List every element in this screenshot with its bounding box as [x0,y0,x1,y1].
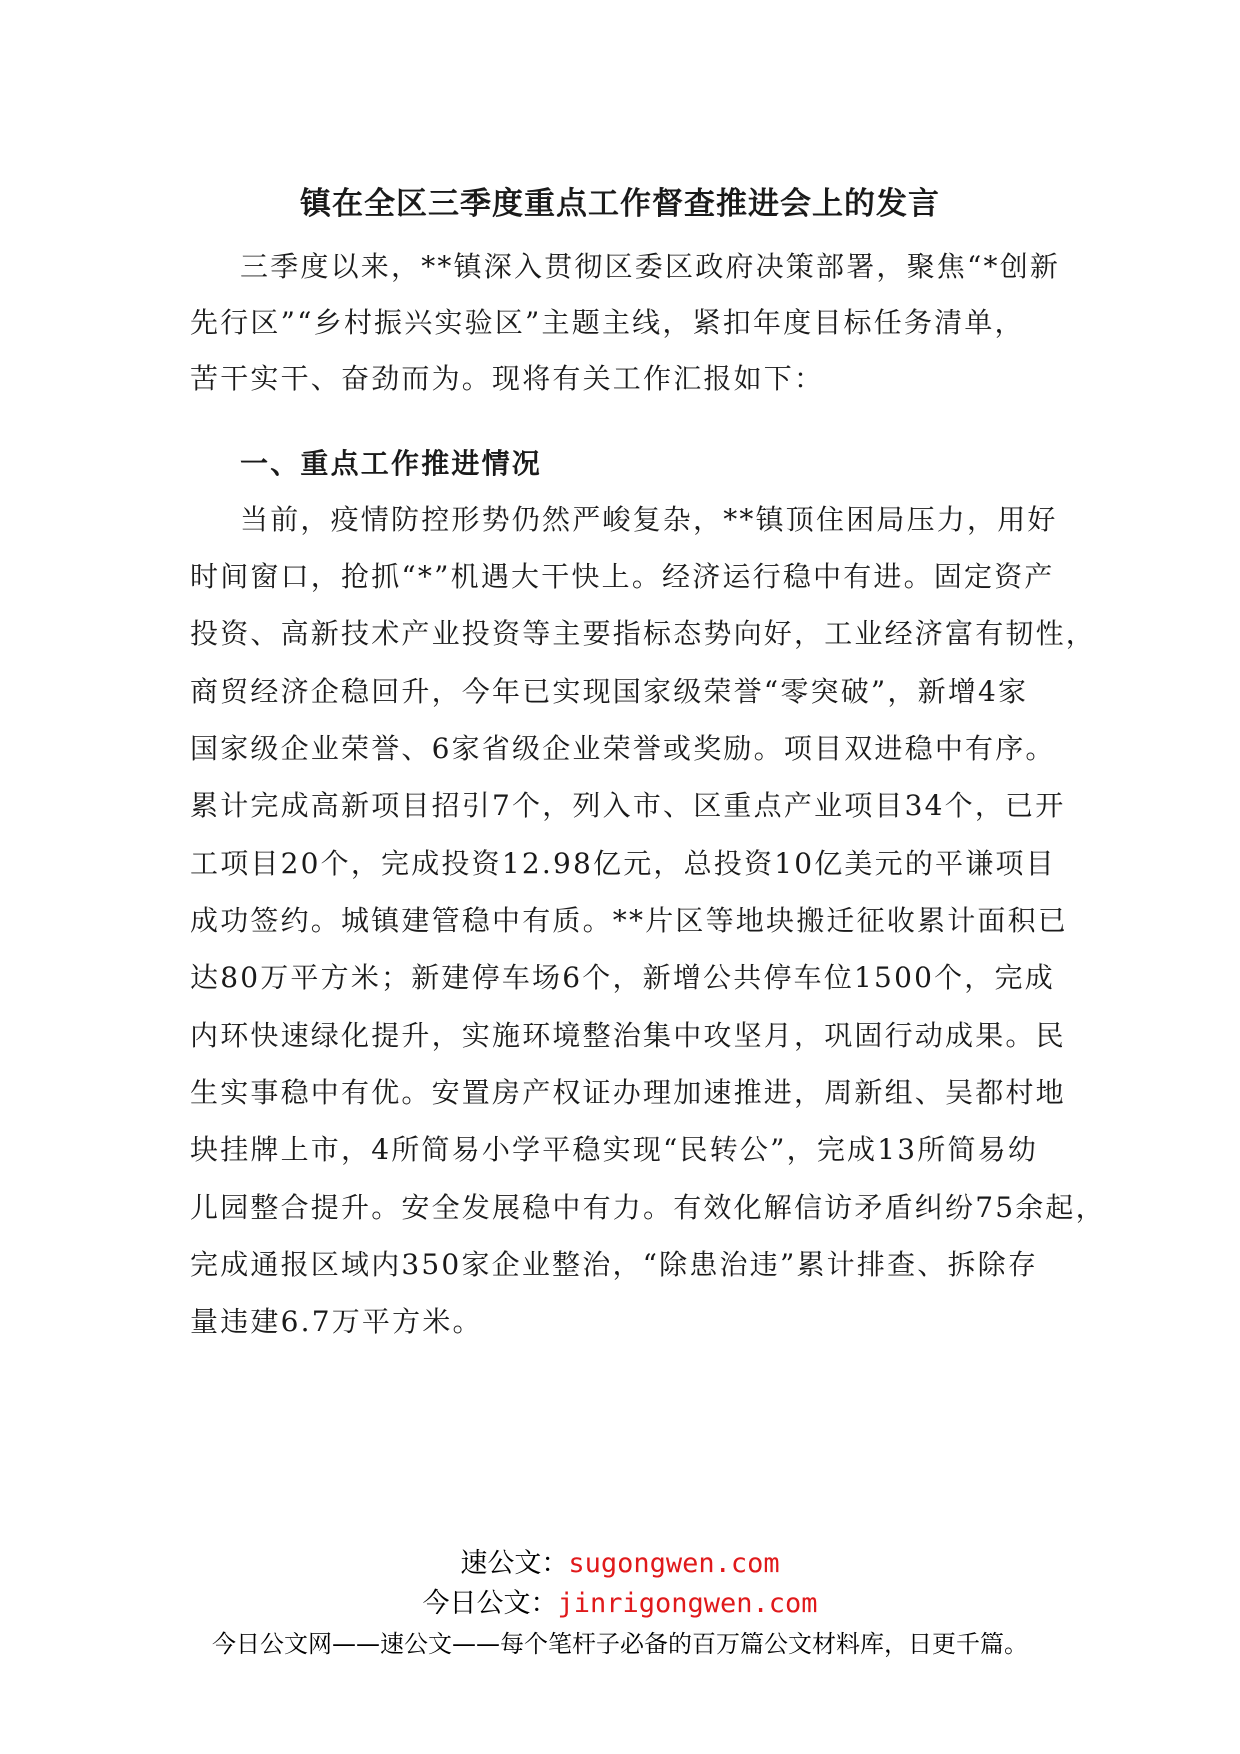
document-title: 镇在全区三季度重点工作督查推进会上的发言 [300,186,940,222]
body-line: 生实事稳中有优。安置房产权证办理加速推进，周新组、吴都村地 [190,1076,1066,1109]
body-line: 成功签约。城镇建管稳中有质。**片区等地块搬迁征收累计面积已 [190,904,1069,937]
footer-label-sugongwen: 速公文： [460,1548,569,1579]
body-line: 量违建6.7万平方米。 [190,1305,483,1338]
intro-line: 三季度以来，**镇深入贯彻区委区政府决策部署，聚焦“*创新 [240,250,1061,283]
footer-link-jinrigongwen[interactable]: jinrigongwen.com [557,1588,818,1619]
body-line: 完成通报区域内350家企业整治，“除患治违”累计排查、拆除存 [190,1248,1039,1281]
body-line: 达80万平方米；新建停车场6个，新增公共停车位1500个，完成 [190,961,1055,994]
body-line: 内环快速绿化提升，实施环境整治集中攻坚月，巩固行动成果。民 [190,1019,1066,1052]
body-line: 累计完成高新项目招引7个，列入市、区重点产业项目34个，已开 [190,789,1066,822]
intro-line: 苦干实干、奋劲而为。现将有关工作汇报如下： [190,362,825,395]
body-line: 当前，疫情防控形势仍然严峻复杂，**镇顶住困局压力，用好 [240,503,1058,536]
body-line: 国家级企业荣誉、6家省级企业荣誉或奖励。项目双进稳中有序。 [190,732,1056,765]
footer-sugongwen [0,1546,1240,1582]
body-line: 商贸经济企稳回升，今年已实现国家级荣誉“零突破”，新增4家 [190,675,1029,708]
intro-line: 先行区”“乡村振兴实验区”主题主线，紧扣年度目标任务清单， [190,306,1025,339]
body-line: 时间窗口，抢抓“*”机遇大干快上。经济运行稳中有进。固定资产 [190,560,1055,593]
body-line: 儿园整合提升。安全发展稳中有力。有效化解信访矛盾纠纷75余起， [190,1191,1106,1224]
footer-link-sugongwen[interactable]: sugongwen.com [568,1548,780,1579]
body-line: 投资、高新技术产业投资等主要指标态势向好，工业经济富有韧性， [190,617,1097,650]
section-heading: 一、重点工作推进情况 [240,447,543,480]
footer-tagline: 今日公文网——速公文——每个笔杆子必备的百万篇公文材料库，日更千篇。 [212,1630,1028,1658]
footer-label-jinrigongwen: 今日公文： [422,1588,558,1619]
body-line: 块挂牌上市，4所简易小学平稳实现“民转公”，完成13所简易幼 [190,1133,1039,1166]
footer-jinrigongwen [0,1586,1240,1622]
body-line: 工项目20个，完成投资12.98亿元，总投资10亿美元的平谦项目 [190,847,1056,880]
